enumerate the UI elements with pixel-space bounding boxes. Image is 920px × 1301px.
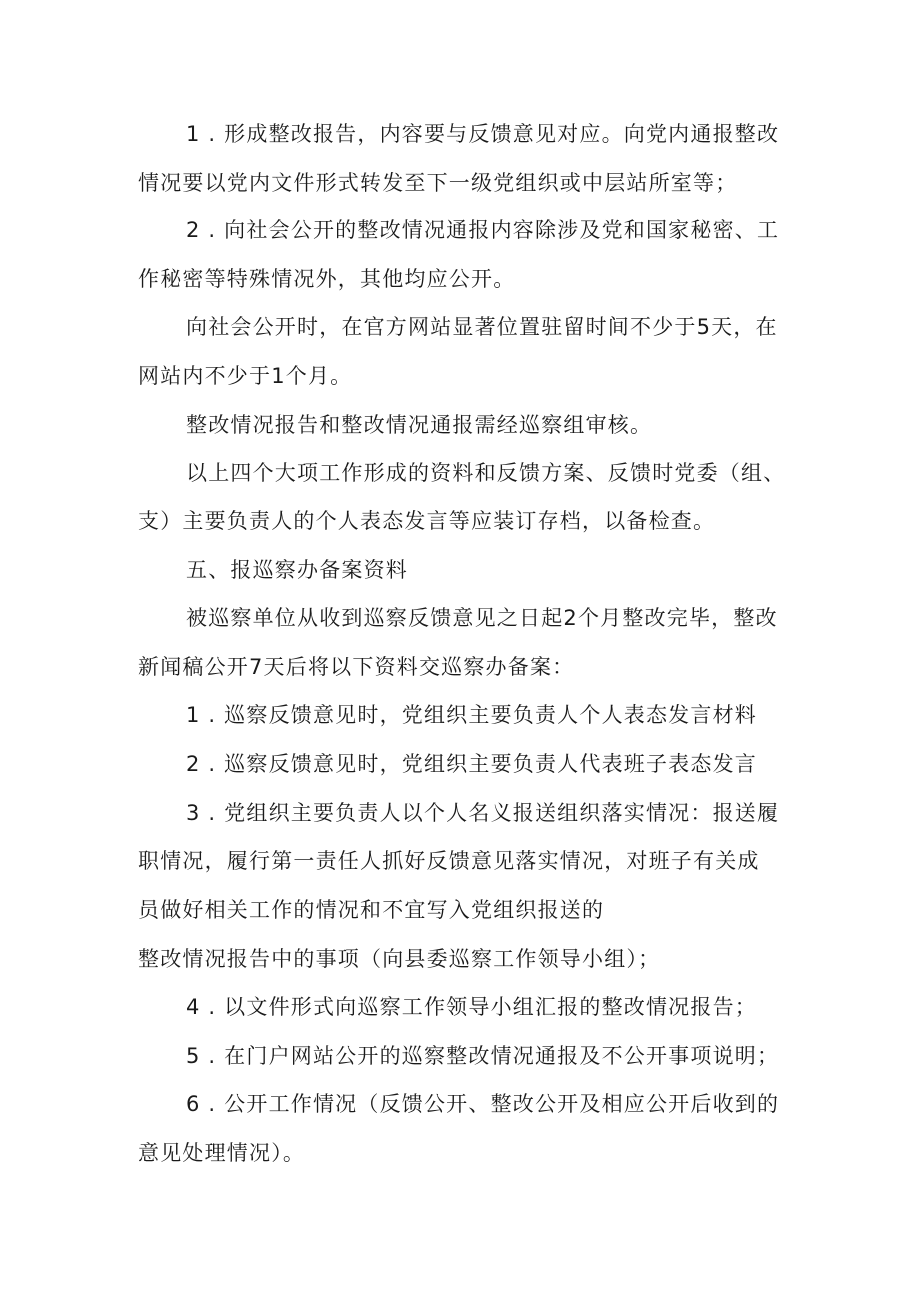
text-line-22: 意见处理情况）。 <box>138 1141 306 1165</box>
text-line-5: 向社会公开时，在官方网站显著位置驻留时间不少于5天，在 <box>186 315 778 339</box>
text-line-9: 支）主要负责人的个人表态发言等应装订存档，以备检查。 <box>138 509 716 533</box>
text-line-3: 2 . 向社会公开的整改情况通报内容除涉及党和国家秘密、工 <box>186 218 780 242</box>
text-line-12: 新闻稿公开7天后将以下资料交巡察办备案： <box>138 655 575 679</box>
text-line-14: 2 . 巡察反馈意见时，党组织主要负责人代表班子表态发言 <box>186 752 757 776</box>
text-line-19: 4 . 以文件形式向巡察工作领导小组汇报的整改情况报告； <box>186 995 757 1019</box>
text-line-11: 被巡察单位从收到巡察反馈意见之日起2个月整改完毕，整改 <box>186 606 778 630</box>
text-line-4: 作秘密等特殊情况外，其他均应公开。 <box>138 267 516 291</box>
section-heading: 五、报巡察办备案资料 <box>186 558 408 582</box>
text-line-21: 6 . 公开工作情况（反馈公开、整改公开及相应公开后收到的 <box>186 1092 780 1116</box>
text-line-13: 1 . 巡察反馈意见时，党组织主要负责人个人表态发言材料 <box>186 703 757 727</box>
text-line-1: 1 . 形成整改报告，内容要与反馈意见对应。向党内通报整改 <box>186 122 780 146</box>
text-line-17: 员做好相关工作的情况和不宜写入党组织报送的 <box>138 898 605 922</box>
text-line-18: 整改情况报告中的事项（向县委巡察工作领导小组）； <box>138 947 661 971</box>
text-line-7: 整改情况报告和整改情况通报需经巡察组审核。 <box>186 413 653 437</box>
text-line-16: 职情况，履行第一责任人抓好反馈意见落实情况，对班子有关成 <box>138 849 760 873</box>
text-line-8: 以上四个大项工作形成的资料和反馈方案、反馈时党委（组、 <box>186 461 786 485</box>
text-line-2: 情况要以党内文件形式转发至下一级党组织或中层站所室等； <box>138 171 738 195</box>
text-line-15: 3 . 党组织主要负责人以个人名义报送组织落实情况：报送履 <box>186 801 780 825</box>
text-line-6: 网站内不少于1个月。 <box>138 364 353 388</box>
text-line-20: 5 . 在门户网站公开的巡察整改情况通报及不公开事项说明； <box>186 1044 780 1068</box>
